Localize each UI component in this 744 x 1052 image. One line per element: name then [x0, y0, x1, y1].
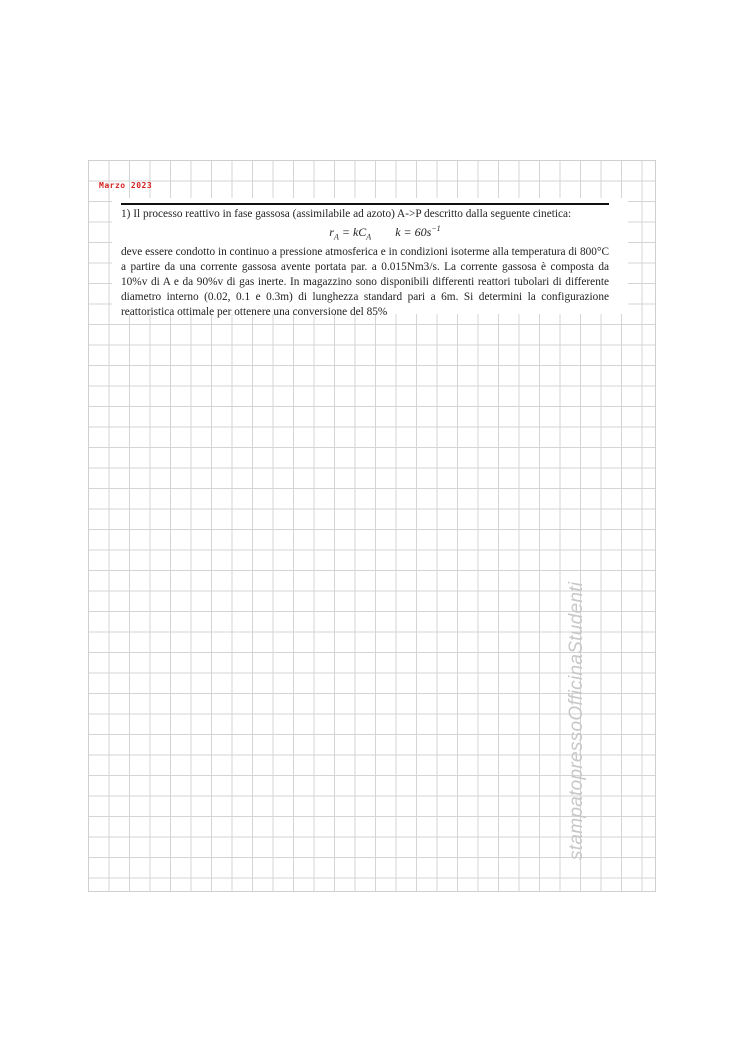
formula-k: k = 60s [395, 225, 432, 240]
problem-body: deve essere condotto in continuo a pressione atmosferica e in condizioni isoterme alla temperatura di 800°C a partire da una corrente gassosa avente portata par. a 0.015Nm3/s. La corrente gassosa è composta da 10%v di A e da 90%v di gas inerte. In magazzino sono disponibili differenti reattori tubolari di differente diametro interno (0.02, 0.1 e 0.3m) di lunghezza standard pari a 6m. Si determini la configurazione reattoristica ottimale per ottenere una conversione del 85% [121, 245, 609, 319]
formula-rate-lhs: r [329, 225, 334, 240]
problem-first-line: 1) Il processo reattivo in fase gassosa (assimilabile ad azoto) A->P descritto dalla seguente cinetica: [121, 208, 572, 220]
top-rule-divider [121, 203, 609, 205]
formula-rate-lhs-sub: A [333, 232, 339, 242]
watermark: stampatopressoOfficinaStudenti [566, 581, 587, 860]
formula-k-exp: −1 [431, 224, 441, 234]
formula-rate-rhs-sub: A [366, 232, 372, 242]
formula-rate-rhs: = kC [338, 225, 367, 240]
problem-statement [121, 207, 609, 321]
date-stamp: Marzo 2023 [99, 181, 153, 190]
rate-formula [121, 222, 609, 244]
